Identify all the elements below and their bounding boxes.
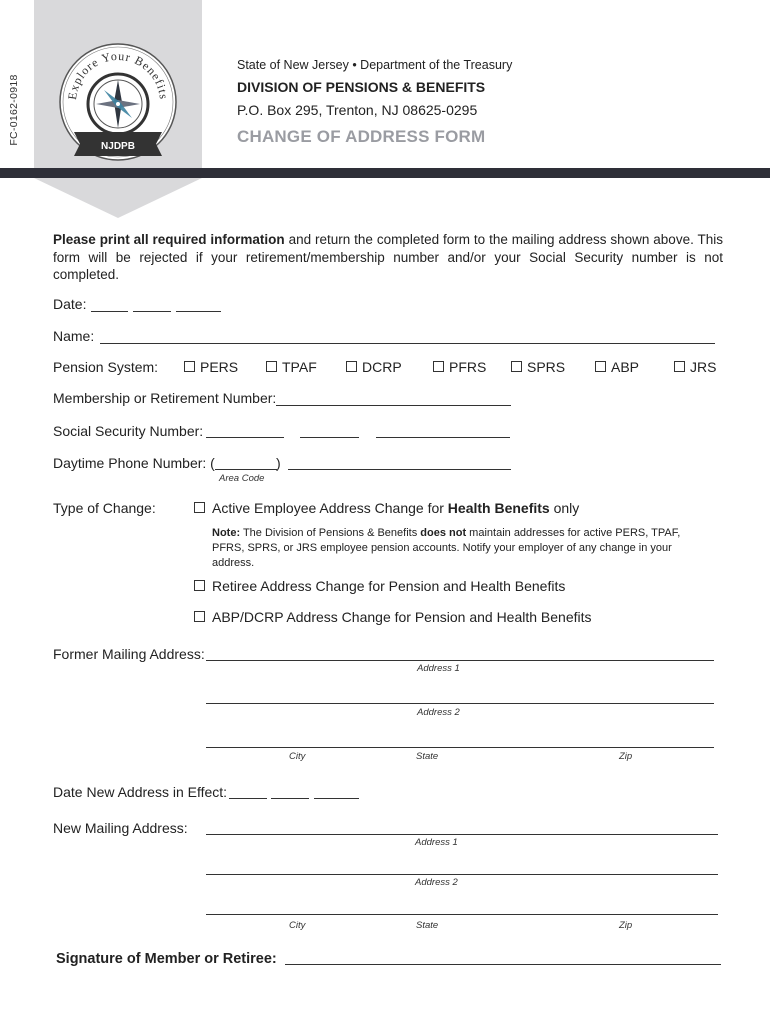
ssn-label: Social Security Number: bbox=[53, 423, 204, 439]
membership-label: Membership or Retirement Number: bbox=[53, 390, 277, 406]
opt1-text: Active Employee Address Change for bbox=[212, 500, 448, 516]
new-address1-field[interactable] bbox=[206, 834, 718, 835]
division-name: DIVISION OF PENSIONS & BENEFITS bbox=[237, 79, 486, 95]
logo-ribbon-text: NJDPB bbox=[101, 141, 135, 152]
agency-line: State of New Jersey • Department of the Treasury bbox=[237, 58, 513, 72]
note-part-b: maintain addresses for active PERS, TPAF, PFRS, SPRS, or JRS employee pension accounts. Notify your employer of any change in your address. bbox=[212, 527, 681, 569]
new-address2-caption: Address 2 bbox=[415, 877, 458, 888]
intro-rest: and return the completed form to the mailing address shown above. This form will be rejected if your retirement/membership number and/or your Social Security number is not completed. bbox=[53, 232, 723, 282]
former-address2-caption: Address 2 bbox=[417, 707, 460, 718]
date-year-field[interactable] bbox=[176, 311, 221, 312]
former-address1-caption: Address 1 bbox=[417, 663, 460, 674]
pension-sprs-checkbox[interactable] bbox=[511, 361, 522, 372]
abp-dcrp-checkbox[interactable] bbox=[194, 611, 205, 622]
phone-number-field[interactable] bbox=[288, 469, 511, 470]
mailing-address: P.O. Box 295, Trenton, NJ 08625-0295 bbox=[237, 102, 478, 118]
former-state-caption: State bbox=[416, 751, 439, 762]
ssn-part2-field[interactable] bbox=[300, 437, 359, 438]
date-day-field[interactable] bbox=[133, 311, 171, 312]
pension-sprs-label: SPRS bbox=[527, 359, 566, 375]
new-address1-caption: Address 1 bbox=[415, 837, 458, 848]
area-code-caption: Area Code bbox=[219, 473, 265, 484]
pension-tpaf-label: TPAF bbox=[282, 359, 317, 375]
pension-pers-label: PERS bbox=[200, 359, 239, 375]
pension-dcrp-checkbox[interactable] bbox=[346, 361, 357, 372]
pension-pfrs-checkbox[interactable] bbox=[433, 361, 444, 372]
signature-field[interactable] bbox=[285, 964, 721, 965]
intro-bold: Please print all required information bbox=[53, 232, 285, 247]
phone-close-paren: ) bbox=[276, 455, 281, 471]
form-code: FC-0162-0918 bbox=[8, 74, 20, 146]
effective-month-field[interactable] bbox=[229, 798, 267, 799]
former-city-caption: City bbox=[289, 751, 306, 762]
active-employee-checkbox[interactable] bbox=[194, 502, 205, 513]
pension-pfrs-label: PFRS bbox=[449, 359, 487, 375]
membership-number-field[interactable] bbox=[276, 405, 511, 406]
new-city-caption: City bbox=[289, 920, 306, 931]
form-title: CHANGE OF ADDRESS FORM bbox=[237, 127, 486, 146]
note-part-a: The Division of Pensions & Benefits bbox=[240, 527, 421, 539]
retiree-option: Retiree Address Change for Pension and Health Benefits bbox=[212, 578, 566, 594]
date-effective-label: Date New Address in Effect: bbox=[53, 784, 228, 800]
active-employee-option bbox=[212, 500, 579, 516]
note-bold: does not bbox=[420, 527, 467, 539]
ssn-part1-field[interactable] bbox=[206, 437, 284, 438]
note-text bbox=[212, 526, 712, 571]
pension-abp-checkbox[interactable] bbox=[595, 361, 606, 372]
opt1-suffix: only bbox=[549, 500, 580, 516]
ssn-part3-field[interactable] bbox=[376, 437, 510, 438]
note-label: Note: bbox=[212, 527, 241, 539]
pension-dcrp-label: DCRP bbox=[362, 359, 402, 375]
njdpb-compass-logo bbox=[56, 40, 180, 164]
new-address-label: New Mailing Address: bbox=[53, 820, 188, 836]
former-address1-field[interactable] bbox=[206, 660, 714, 661]
former-address-label: Former Mailing Address: bbox=[53, 646, 205, 662]
pension-pers-checkbox[interactable] bbox=[184, 361, 195, 372]
pension-jrs-checkbox[interactable] bbox=[674, 361, 685, 372]
new-state-caption: State bbox=[416, 920, 439, 931]
new-city-state-zip-field[interactable] bbox=[206, 914, 718, 915]
header-bar bbox=[0, 168, 770, 178]
intro-text bbox=[53, 231, 723, 284]
pension-system-label: Pension System: bbox=[53, 359, 159, 375]
area-code-field[interactable] bbox=[215, 469, 277, 470]
former-city-state-zip-field[interactable] bbox=[206, 747, 714, 748]
signature-label: Signature of Member or Retiree: bbox=[56, 951, 277, 967]
new-address2-field[interactable] bbox=[206, 874, 718, 875]
date-label: Date: bbox=[53, 296, 87, 312]
pension-tpaf-checkbox[interactable] bbox=[266, 361, 277, 372]
former-zip-caption: Zip bbox=[619, 751, 633, 762]
logo-arc-text: Explore Your Benefits bbox=[64, 48, 171, 101]
abp-dcrp-option: ABP/DCRP Address Change for Pension and Health Benefits bbox=[212, 609, 592, 625]
date-month-field[interactable] bbox=[91, 311, 128, 312]
former-address2-field[interactable] bbox=[206, 703, 714, 704]
effective-day-field[interactable] bbox=[271, 798, 309, 799]
new-zip-caption: Zip bbox=[619, 920, 633, 931]
type-of-change-label: Type of Change: bbox=[53, 500, 156, 516]
pension-jrs-label: JRS bbox=[690, 359, 717, 375]
opt1-bold: Health Benefits bbox=[447, 500, 550, 516]
pension-abp-label: ABP bbox=[611, 359, 640, 375]
name-field[interactable] bbox=[100, 343, 715, 344]
effective-year-field[interactable] bbox=[314, 798, 359, 799]
retiree-checkbox[interactable] bbox=[194, 580, 205, 591]
phone-label: Daytime Phone Number: ( bbox=[53, 455, 215, 471]
name-label: Name: bbox=[53, 328, 95, 344]
